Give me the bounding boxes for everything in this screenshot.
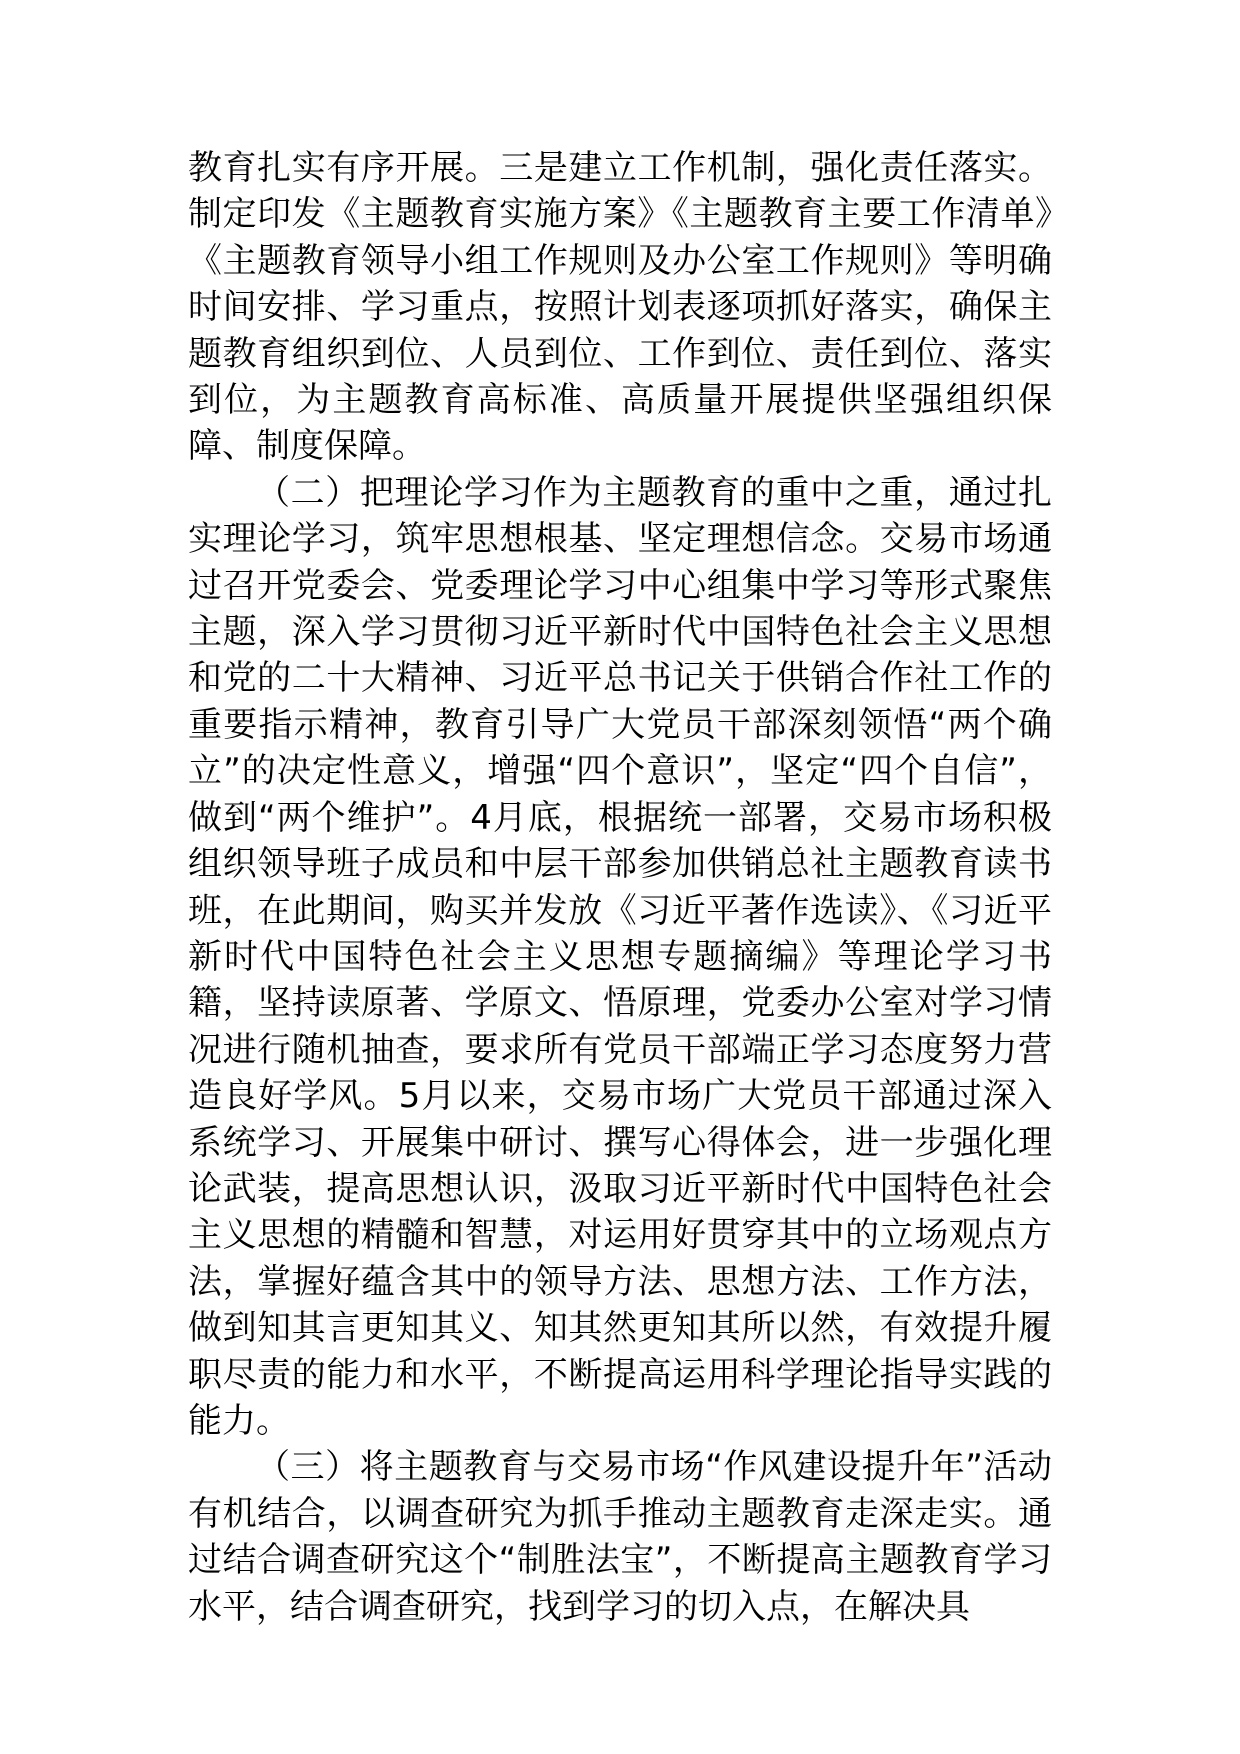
paragraph-theory-study: （二）把理论学习作为主题教育的重中之重，通过扎实理论学习，筑牢思想根基、坚定理想信念。交易市场通过召开党委会、党委理论学习中心组集中学习等形式聚焦主题，深入学习贯彻习近平新时代中国特色社会主义思想和党的二十大精神、习近平总书记关于供销合作社工作的重要指示精神，教育引导广大党员干部深刻领悟“两个确立”的决定性意义，增强“四个意识”，坚定“四个自信”，做到“两个维护”。4月底，根据统一部署，交易市场积极组织领导班子成员和中层干部参加供销总社主题教育读书班，在此期间，购买并发放《习近平著作选读》、《习近平新时代中国特色社会主义思想专题摘编》等理论学习书籍，坚持读原著、学原文、悟原理，党委办公室对学习情况进行随机抽查，要求所有党员干部端正学习态度努力营造良好学风。5月以来，交易市场广大党员干部通过深入系统学习、开展集中研讨、撰写心得体会，进一步强化理论武装，提高思想认识，汲取习近平新时代中国特色社会主义思想的精髓和智慧，对运用好贯穿其中的立场观点方法，掌握好蕴含其中的领导方法、思想方法、工作方法，做到知其言更知其义、知其然更知其所以然，有效提升履职尽责的能力和水平，不断提高运用科学理论指导实践的能力。 [188,472,1052,1441]
paragraph-investigation-research: （三）将主题教育与交易市场“作风建设提升年”活动有机结合，以调查研究为抓手推动主题教育走深走实。通过结合调查研究这个“制胜法宝”，不断提高主题教育学习水平，结合调查研究，找到学习的切入点，在解决具 [188,1447,1052,1627]
paragraph-work-mechanism: 教育扎实有序开展。三是建立工作机制，强化责任落实。制定印发《主题教育实施方案》《主题教育主要工作清单》《主题教育领导小组工作规则及办公室工作规则》等明确时间安排、学习重点，按照计划表逐项抓好落实，确保主题教育组织到位、人员到位、工作到位、责任到位、落实到位，为主题教育高标准、高质量开展提供坚强组织保障、制度保障。 [188,148,1052,467]
document-body [188,145,1052,1630]
